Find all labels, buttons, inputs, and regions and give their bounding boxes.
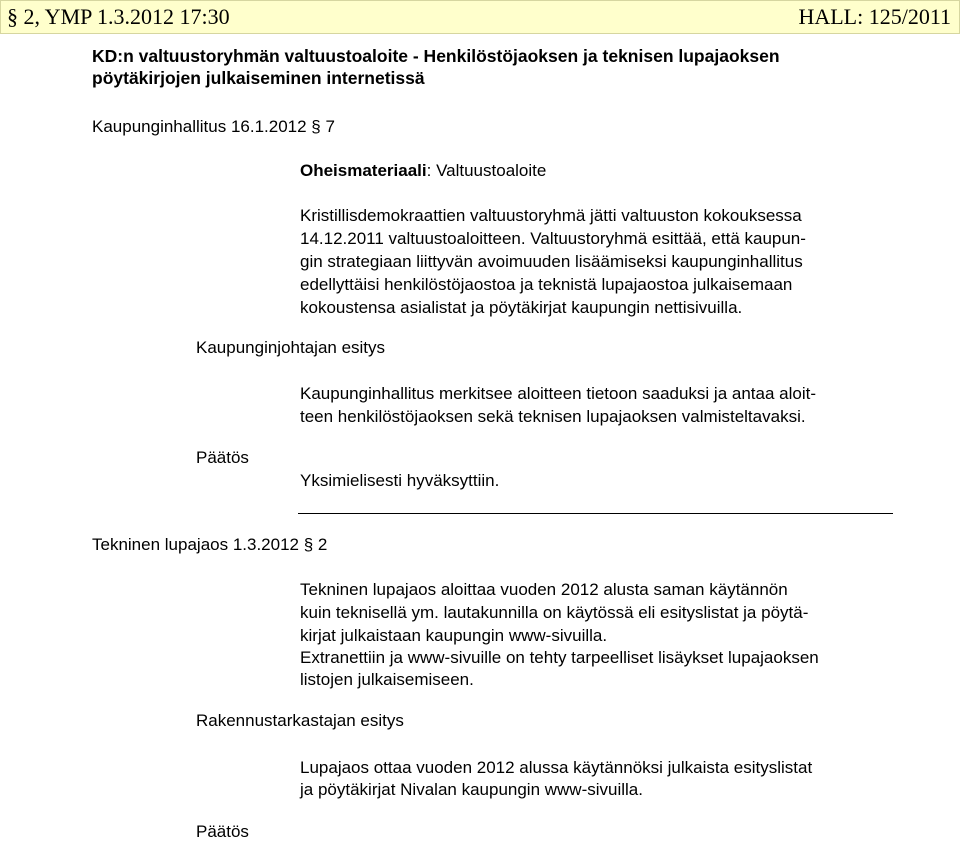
attachment-value: : Valtuustoaloite <box>426 161 547 180</box>
decision-text: Yksimielisesti hyväksyttiin. <box>300 471 500 490</box>
document-title-line-2: pöytäkirjojen julkaiseminen internetissä <box>92 68 425 88</box>
proposal-text-line-1: Kaupunginhallitus merkitsee aloitteen tietoon saaduksi ja antaa aloit- <box>300 384 816 403</box>
section-reference: § 2, YMP 1.3.2012 17:30 <box>7 4 230 29</box>
kh-body-line-1: Kristillisdemokraattien valtuustoryhmä jätti valtuuston kokouksessa <box>300 206 802 225</box>
section-divider <box>298 513 893 514</box>
proposal-label: Kaupunginjohtajan esitys <box>196 338 386 357</box>
kh-body-line-4: edellyttäisi henkilöstöjaostoa ja teknistä lupajaostoa julkaisemaan <box>300 275 793 294</box>
tl-reference: Tekninen lupajaos 1.3.2012 § 2 <box>92 535 328 554</box>
document-title-line-1: KD:n valtuustoryhmän valtuustoaloite - Henkilöstöjaoksen ja teknisen lupajaoksen <box>92 46 780 66</box>
proposal-text-line-2: teen henkilöstöjaoksen sekä teknisen lupajaoksen valmisteltavaksi. <box>300 407 806 426</box>
case-number: HALL: 125/2011 <box>798 4 951 29</box>
tl-body-line-5: listojen julkaisemiseen. <box>300 670 474 689</box>
attachment-line <box>300 160 546 182</box>
header-bar <box>0 0 960 34</box>
kh-body-line-2: 14.12.2011 valtuustoaloitteen. Valtuustoryhmä esittää, että kaupun- <box>300 229 806 248</box>
tl-body-line-1: Tekninen lupajaos aloittaa vuoden 2012 alusta saman käytännön <box>300 580 788 599</box>
decision-label: Päätös <box>196 448 249 467</box>
tl-body-line-3: kirjat julkaistaan kaupungin www-sivuilla. <box>300 626 608 645</box>
kh-reference: Kaupunginhallitus 16.1.2012 § 7 <box>92 117 335 136</box>
inspector-text-line-2: ja pöytäkirjat Nivalan kaupungin www-sivuilla. <box>300 780 643 799</box>
tl-body-line-2: kuin teknisellä ym. lautakunnilla on käytössä eli esityslistat ja pöytä- <box>300 603 809 622</box>
inspector-label: Rakennustarkastajan esitys <box>196 711 404 730</box>
decision2-label: Päätös <box>196 822 249 841</box>
inspector-text-line-1: Lupajaos ottaa vuoden 2012 alussa käytännöksi julkaista esityslistat <box>300 758 813 777</box>
kh-body-line-5: kokoustensa asialistat ja pöytäkirjat kaupungin nettisivuilla. <box>300 298 743 317</box>
attachment-label: Oheismateriaali <box>300 161 427 180</box>
kh-body-line-3: gin strategiaan liittyvän avoimuuden lisäämiseksi kaupunginhallitus <box>300 252 803 271</box>
tl-body-line-4: Extranettiin ja www-sivuille on tehty tarpeelliset lisäykset lupajaoksen <box>300 648 819 667</box>
